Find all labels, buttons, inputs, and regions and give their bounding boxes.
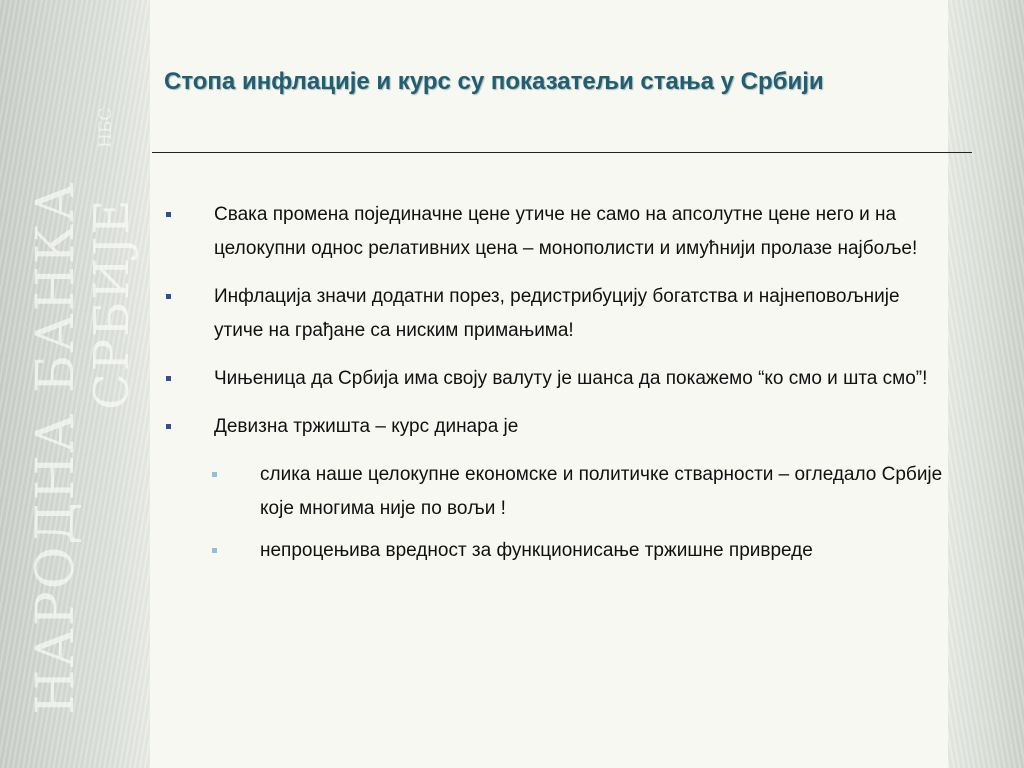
bullet-text: Девизна тржишта – курс динара је — [214, 416, 519, 437]
watermark-seal-logo: НБС — [96, 107, 116, 148]
sub-bullet-square-icon — [212, 472, 217, 477]
bullet-text: Инфлација значи додатни порез, редистрибуцију богатства и најнеповољније утиче на грађане са ниским примањима! — [214, 286, 900, 341]
watermark-stripe-left — [0, 0, 150, 768]
bullet-text: Свака промена појединачне цене утиче не само на апсолутне цене него и на целокупни однос релативних цена – монополисти и имућнији пролазе најбоље! — [214, 204, 918, 259]
watermark-text-bank: НАРОДНА БАНКА — [26, 180, 86, 715]
sub-bullet-item — [210, 458, 950, 526]
bullet-square-icon — [166, 212, 171, 217]
bullet-square-icon — [166, 424, 171, 429]
bullet-item — [160, 280, 950, 348]
sub-bullet-item — [210, 534, 950, 568]
bullet-item — [160, 410, 950, 568]
bullet-list — [160, 198, 950, 582]
bullet-item — [160, 198, 950, 266]
title-divider — [152, 152, 972, 153]
watermark-text-serbia: СРБИЈЕ — [84, 197, 140, 410]
bullet-square-icon — [166, 376, 171, 381]
sub-bullet-text: непроцењива вредност за функционисање тржишне привреде — [260, 540, 813, 561]
sub-bullet-list — [210, 458, 950, 568]
bullet-item — [160, 362, 950, 396]
bullet-text: Чињеница да Србија има своју валуту је шанса да покажемо “ко смо и шта смо”! — [214, 368, 928, 389]
sub-bullet-text: слика наше целокупне економске и политичке стварности – огледало Србије које многима није по вољи ! — [260, 464, 943, 519]
sub-bullet-square-icon — [212, 548, 217, 553]
slide-title: Стопа инфлације и курс су показатељи стања у Србији — [164, 68, 824, 95]
bullet-square-icon — [166, 294, 171, 299]
watermark-stripe-right — [948, 0, 1024, 768]
